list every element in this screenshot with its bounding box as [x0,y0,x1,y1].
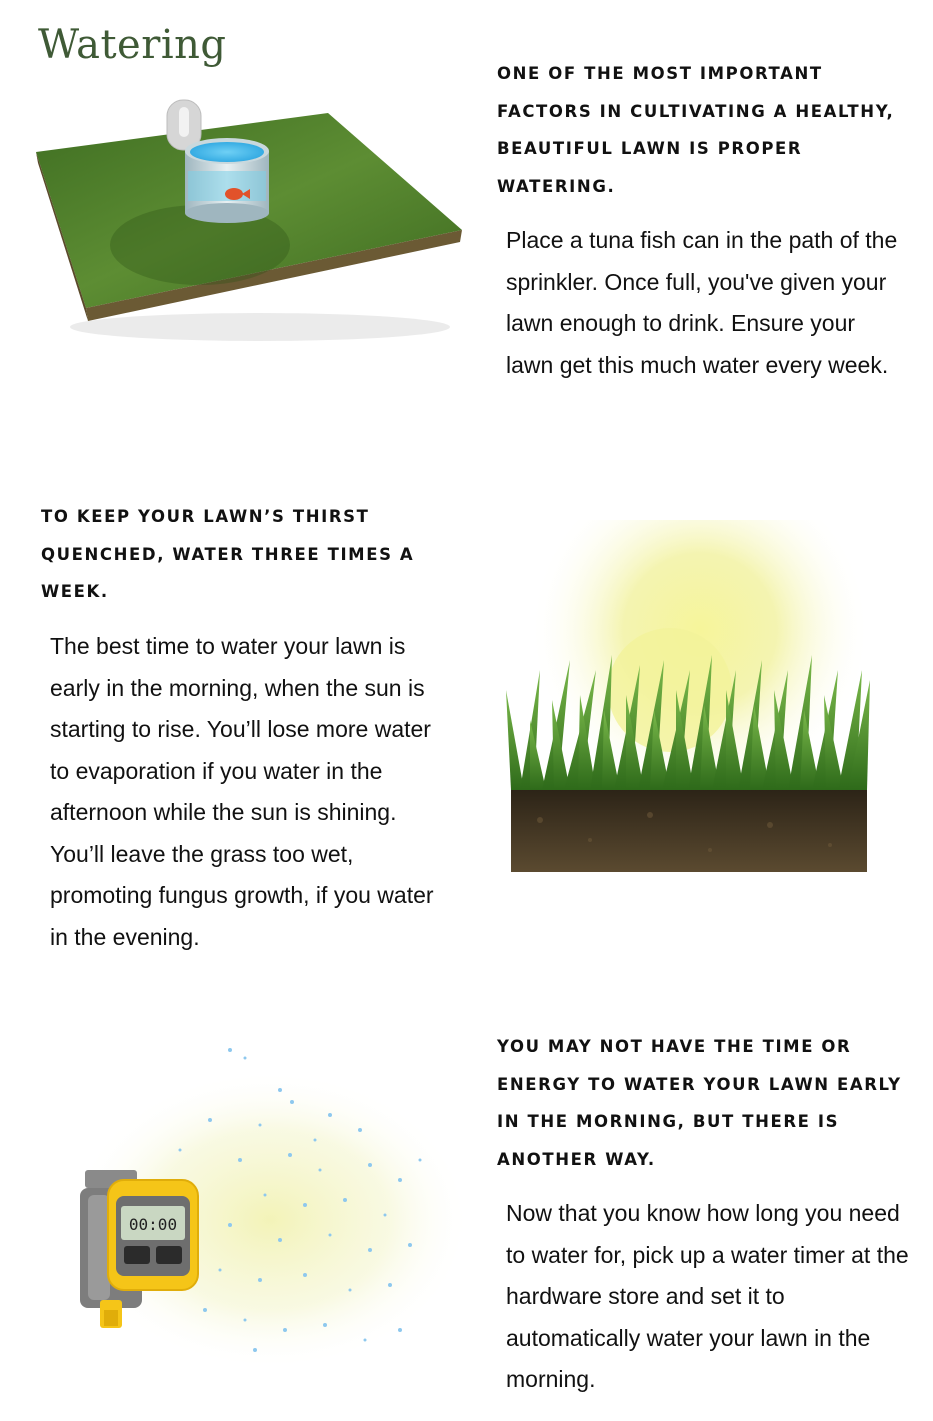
section-3-body: Now that you know how long you need to water for, pick up a water timer at the hardware store and set it to automatically water your lawn in the morning. [506,1200,909,1392]
water-timer-illustration [30,1030,470,1390]
grass-sunrise-illustration [500,520,900,880]
section-2-heading: TO KEEP YOUR LAWN’S THIRST QUENCHED, WATER THREE TIMES A WEEK. [41,507,415,602]
section-1-body: Place a tuna fish can in the path of the sprinkler. Once full, you've given your lawn enough to drink. Ensure your lawn get this much water every week. [506,227,898,378]
page-title: Watering [38,22,227,68]
timer-display: 00:00 [128,1215,178,1234]
lawn-tile-illustration [30,95,470,355]
section-3-heading: YOU MAY NOT HAVE THE TIME OR ENERGY TO WATER YOUR LAWN EARLY IN THE MORNING, BUT THERE IS ANOTHER WAY. [497,1037,902,1170]
section-1-heading: ONE OF THE MOST IMPORTANT FACTORS IN CULTIVATING A HEALTHY, BEAUTIFUL LAWN IS PROPER WATERING. [497,64,895,197]
section-2-body: The best time to water your lawn is early in the morning, when the sun is starting to rise. You’ll lose more water to evaporation if you water in the afternoon while the sun is shining. You’ll leave the grass too wet, promoting fungus growth, if you water in the evening. [50,633,434,950]
